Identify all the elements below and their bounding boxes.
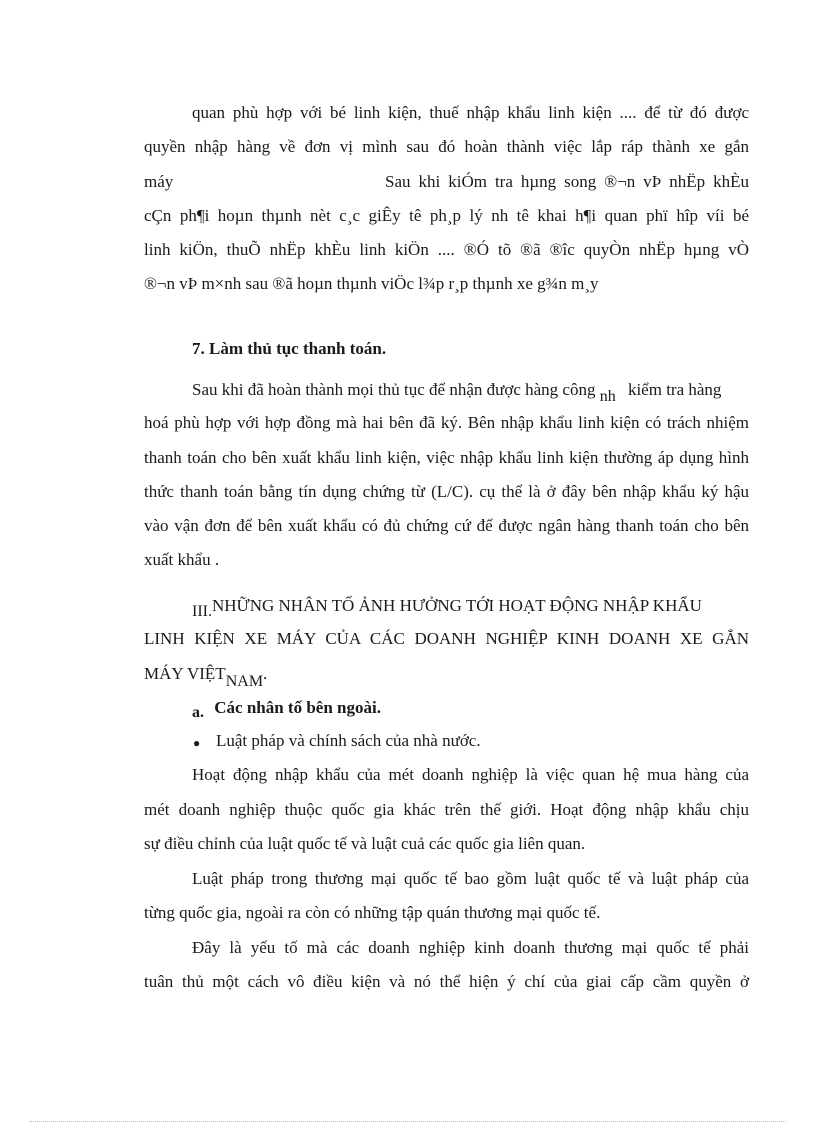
text-run: . [263, 664, 268, 683]
paragraph-line: máy [144, 172, 174, 191]
paragraph-line: hoá phù hợp với hợp đồng mà hai bên đã ký. Bên nhập khẩu linh kiện có trách nhiệm [144, 413, 749, 432]
paragraph-line: tuân thủ một cách vô điều kiện và nó thể hiện ý chí của giai cấp cầm quyền ở [144, 972, 749, 991]
paragraph-line-encoded: linh kiÖn, thuÕ nhËp khÈu linh kiÖn .... ®Ó tõ ®ã ®îc quyÒn nhËp hµng vÒ [144, 240, 749, 259]
section-heading-line [144, 664, 268, 690]
section-heading-line: LINH KIỆN XE MÁY CỦA CÁC DOANH NGHIỆP KINH DOANH XE GẮN [144, 629, 749, 648]
subsection-letter: a. [192, 704, 204, 721]
paragraph-line: thanh toán cho bên xuất khẩu linh kiện, việc nhập khẩu linh kiện thường áp dụng hình [144, 448, 749, 467]
bullet-icon: ● [193, 736, 201, 750]
paragraph-line: quyền nhập hàng về đơn vị mình sau đó hoàn thành việc lắp ráp thành xe gắn [144, 137, 749, 156]
paragraph-line: mét doanh nghiệp thuộc quốc gia khác trên thế giới. Hoạt động nhập khẩu chịu [144, 800, 749, 819]
paragraph-line-encoded: cÇn ph¶i hoµn thµnh nèt c¸c giÊy tê ph¸p lý nh tê khai h¶i quan phï hîp víi bé [144, 206, 749, 225]
paragraph-line [192, 380, 722, 405]
paragraph-line: sự điều chỉnh của luật quốc tế và luật cuả các quốc gia liên quan. [144, 834, 586, 853]
paragraph-line: Hoạt động nhập khẩu của mét doanh nghiệp là việc quan hệ mua hàng của [192, 765, 749, 784]
paragraph-line: Đây là yếu tố mà các doanh nghiệp kinh doanh thương mại quốc tế phải [192, 938, 749, 957]
paragraph-line-encoded: Sau khi kiÓm tra hµng song ®¬n vÞ nhËp khÈu [385, 172, 749, 191]
text-run: Sau khi đã hoàn thành mọi thủ tục để nhận được hàng công [192, 380, 596, 399]
subscript-run: NAM [225, 673, 264, 690]
section-heading-line [192, 596, 702, 620]
text-run: kiểm tra hàng [627, 380, 722, 399]
paragraph-line: Luật pháp trong thương mại quốc tế bao gồm luật quốc tế và luật pháp của [192, 869, 749, 888]
page-bottom-divider [30, 1121, 786, 1122]
bullet-item: Luật pháp và chính sách của nhà nước. [216, 731, 481, 750]
paragraph-line: từng quốc gia, ngoài ra còn có những tập quán thương mại quốc tế. [144, 903, 601, 922]
text-run: MÁY VIỆT [144, 664, 226, 683]
paragraph-line: quan phù hợp với bé linh kiện, thuế nhập khẩu linh kiện .... để từ đó được [192, 103, 749, 122]
subscript-run: nh [599, 388, 616, 405]
paragraph-line: thức thanh toán bằng tín dụng chứng từ (L/C). cụ thể là ở đây bên nhập khẩu ký hậu [144, 482, 749, 501]
text-run: NHỮNG NHÂN TỐ ẢNH HƯỞNG TỚI HOẠT ĐỘNG NHẬP KHẨU [211, 596, 702, 615]
paragraph-line: vào vận đơn để bên xuất khẩu có đủ chứng cứ để được ngân hàng thanh toán cho bên [144, 516, 749, 535]
subsection-heading [192, 698, 381, 721]
section-heading: 7. Làm thủ tục thanh toán. [192, 339, 387, 358]
section-number: III. [192, 603, 212, 620]
paragraph-line: xuất khẩu . [144, 550, 220, 569]
subsection-title: Các nhân tố bên ngoài. [214, 698, 381, 717]
paragraph-line-encoded: ®¬n vÞ m×nh sau ®ã hoµn thµnh viÖc l¾p r¸p thµnh xe g¾n m¸y [144, 274, 599, 293]
